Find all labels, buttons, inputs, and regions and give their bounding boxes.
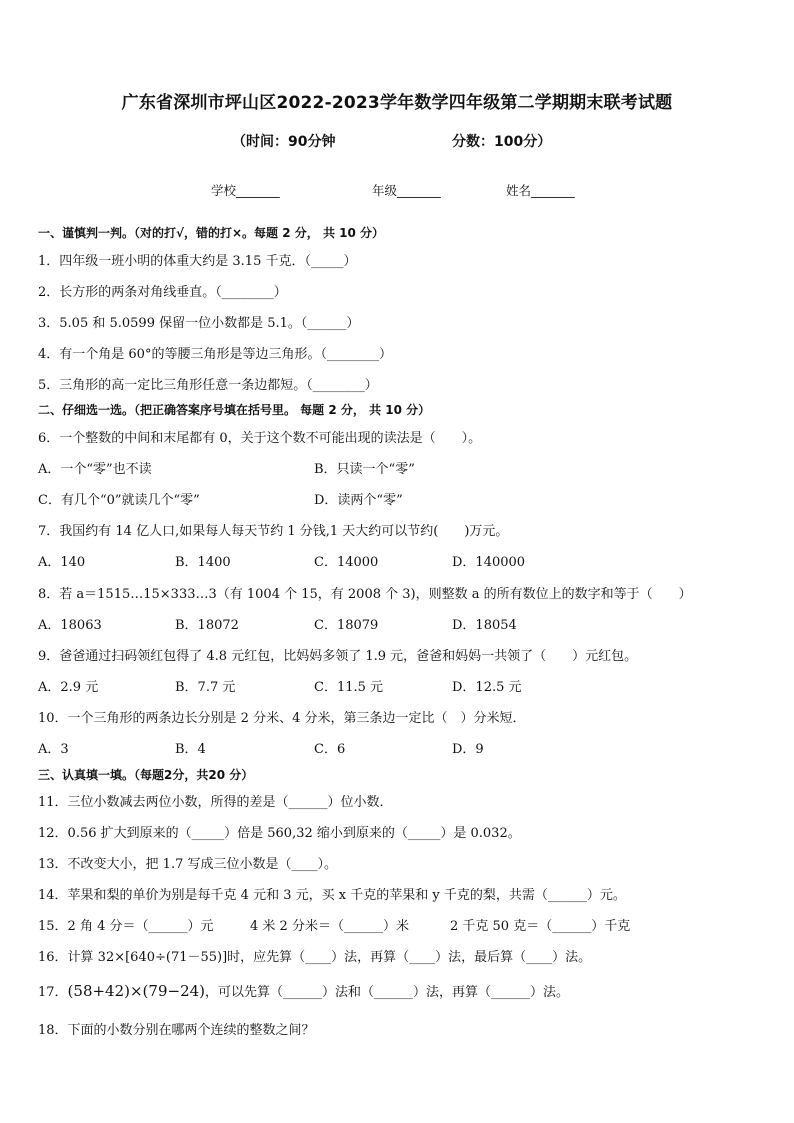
name-field: 姓名_______ — [506, 183, 575, 198]
question-15-part-1: 15．2 角 4 分＝（______）元 — [38, 919, 214, 934]
question-1: 1．四年级一班小明的体重大约是 3.15 千克．（_____） — [38, 254, 357, 269]
question-8: 8．若 a＝1515…15×333…3（有 1004 个 15，有 2008 个 3)，则整数 a 的所有数位上的数字和等于（ ） — [38, 587, 692, 602]
exam-time: （时间：90分钟 — [232, 134, 336, 150]
question-9-option-c: C．11.5 元 — [314, 680, 384, 695]
page-title: 广东省深圳市坪山区2022-2023学年数学四年级第二学期期末联考试题 — [121, 93, 673, 113]
question-6-option-c: C．有几个“0”就读几个“零” — [38, 493, 200, 508]
question-5: 5．三角形的高一定比三角形任意一条边都短。（________） — [38, 378, 378, 393]
question-6-option-b: B．只读一个“零” — [314, 462, 415, 477]
section-heading-judge: 一、谨慎判一判。（对的打√，错的打×。每题 2 分， 共 10 分） — [38, 226, 384, 240]
question-15-part-3: 2 千克 50 克＝（______）千克 — [450, 919, 631, 934]
question-10-option-b: B．4 — [175, 742, 206, 757]
question-6-option-a: A．一个“零”也不读 — [38, 462, 152, 477]
question-11: 11．三位小数减去两位小数，所得的差是（______）位小数． — [38, 795, 393, 810]
question-9-option-d: D．12.5 元 — [452, 680, 522, 695]
section-heading-choice: 二、仔细选一选。（把正确答案序号填在括号里。 每题 2 分， 共 10 分） — [38, 403, 431, 417]
question-2: 2．长方形的两条对角线垂直。（________） — [38, 285, 287, 300]
question-6-option-d: D．读两个“零” — [314, 493, 403, 508]
question-10-option-c: C．6 — [314, 742, 346, 757]
exam-score: 分数：100分） — [452, 134, 552, 150]
question-17-number: 17． — [38, 985, 68, 1000]
question-8-option-a: A．18063 — [38, 618, 102, 633]
question-12: 12．0.56 扩大到原来的（_____）倍是 560,32 缩小到原来的（_____）是 0.032。 — [38, 826, 521, 841]
question-8-option-b: B．18072 — [175, 618, 239, 633]
question-3: 3．5.05 和 5.0599 保留一位小数都是 5.1。（______） — [38, 316, 360, 331]
question-7-option-c: C．14000 — [314, 555, 379, 570]
question-17-text: ，可以先算（______）法和（______）法，再算（______）法。 — [205, 985, 570, 1000]
question-9-option-a: A．2.9 元 — [38, 680, 99, 695]
question-9-option-b: B．7.7 元 — [175, 680, 236, 695]
question-18: 18．下面的小数分别在哪两个连续的整数之间？ — [38, 1023, 315, 1038]
question-9: 9．爸爸通过扫码领红包得了 4.8 元红包，比妈妈多领了 1.9 元，爸爸和妈妈一共领了（ ）元红包。 — [38, 649, 638, 664]
section-heading-fill: 三、认真填一填。（每题2分，共20 分） — [38, 768, 254, 782]
question-6: 6．一个整数的中间和末尾都有 0，关于这个数不可能出现的读法是（ ）。 — [38, 431, 482, 446]
question-7: 7．我国约有 14 亿人口,如果每人每天节约 1 分钱,1 天大约可以节约( )万元。 — [38, 524, 509, 539]
question-10: 10．一个三角形的两条边长分别是 2 分米、4 分米，第三条边一定比（ ）分米短． — [38, 711, 526, 726]
question-15-part-2: 4 米 2 分米＝（______）米 — [250, 919, 409, 934]
question-7-option-d: D．140000 — [452, 555, 526, 570]
question-10-option-d: D．9 — [452, 742, 484, 757]
question-14: 14．苹果和梨的单价为别是每千克 4 元和 3 元，买 x 千克的苹果和 y 千克的梨，共需（______）元。 — [38, 888, 626, 903]
question-8-option-d: D．18054 — [452, 618, 517, 633]
question-7-option-b: B．1400 — [175, 555, 231, 570]
question-16: 16．计算 32×[640÷(71－55)]时，应先算（____）法，再算（____）法，最后算（____）法。 — [38, 950, 592, 965]
question-4: 4．有一个角是 60°的等腰三角形是等边三角形。（________） — [38, 347, 392, 362]
question-8-option-c: C．18079 — [314, 618, 379, 633]
question-13: 13．不改变大小，把 1.7 写成三位小数是（____）。 — [38, 857, 337, 872]
question-17-expression: (58+42)×(79−24) — [67, 982, 206, 1000]
grade-field: 年级_______ — [372, 183, 441, 198]
school-field: 学校_______ — [211, 183, 280, 198]
question-10-option-a: A．3 — [38, 742, 69, 757]
question-7-option-a: A．140 — [38, 555, 86, 570]
question-17 — [38, 981, 569, 1000]
